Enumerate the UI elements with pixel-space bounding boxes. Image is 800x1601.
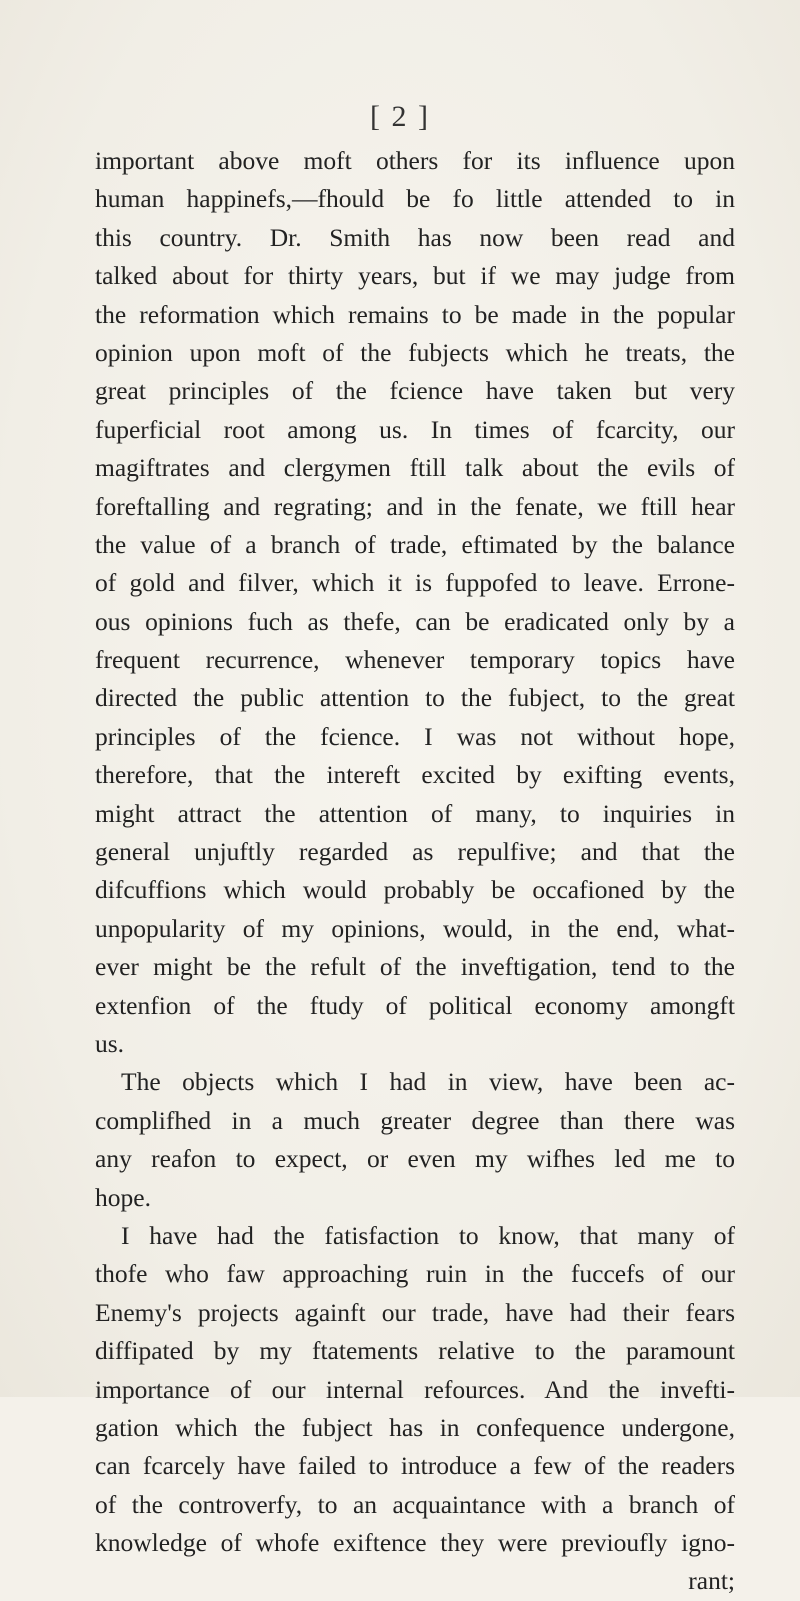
text-line: us. [95,1028,125,1058]
text-line: knowledge of whofe exiftence they were previoufly igno- [95,1528,735,1558]
text-line: fuperficial root among us. In times of fcarcity, our [95,414,735,444]
text-line: gation which the fubject has in confequence undergone, [95,1412,735,1442]
text-line: thofe who faw approaching ruin in the fuccefs of our [95,1259,735,1289]
text-line: human happinefs,—fhould be fo little attended to in [95,184,735,214]
page-number: [ 2 ] [370,100,430,133]
body-text [95,142,735,1601]
text-line: therefore, that the intereft excited by exifting events, [95,760,735,790]
text-line: diffipated by my ftatements relative to the paramount [95,1336,735,1366]
text-line: opinion upon moft of the fubjects which he treats, the [95,337,735,367]
text-line: importance of our internal refources. And the invefti- [95,1374,735,1404]
text-line: complifhed in a much greater degree than there was [95,1105,735,1135]
text-line: I have had the fatisfaction to know, that many of [121,1220,735,1250]
text-line: the reformation which remains to be made in the popular [95,299,735,329]
text-line: can fcarcely have failed to introduce a few of the readers [95,1451,735,1481]
text-line: might attract the attention of many, to inquiries in [95,798,735,828]
text-line: general unjuftly regarded as repulfive; and that the [95,837,735,867]
text-line: principles of the fcience. I was not without hope, [95,721,735,751]
text-line: The objects which I had in view, have been ac- [121,1067,735,1097]
text-line: ous opinions fuch as thefe, can be eradicated only by a [95,606,735,636]
text-line: Enemy's projects againft our trade, have had their fears [95,1297,735,1327]
text-line: of gold and filver, which it is fuppofed to leave. Errone- [95,568,735,598]
text-line: frequent recurrence, whenever temporary topics have [95,645,735,675]
text-line: magiftrates and clergymen ftill talk about the evils of [95,453,735,483]
text-line: of the controverfy, to an acquaintance with a branch of [95,1489,735,1519]
text-line: extenfion of the ftudy of political economy amongft [95,990,735,1020]
text-line: difcuffions which would probably be occafioned by the [95,875,735,905]
text-line: foreftalling and regrating; and in the fenate, we ftill hear [95,491,735,521]
text-line: unpopularity of my opinions, would, in the end, what- [95,913,735,943]
text-line: great principles of the fcience have taken but very [95,376,735,406]
text-line: the value of a branch of trade, eftimated by the balance [95,529,735,559]
text-line: any reafon to expect, or even my wifhes led me to [95,1144,735,1174]
text-line: hope. [95,1182,151,1212]
text-line: rant; [688,1566,735,1596]
text-line: ever might be the refult of the inveftigation, tend to the [95,952,735,982]
text-line: important above moft others for its influence upon [95,146,735,175]
text-line: this country. Dr. Smith has now been read and [95,222,735,252]
text-line: talked about for thirty years, but if we may judge from [95,261,735,291]
text-line: directed the public attention to the fubject, to the great [95,683,735,713]
